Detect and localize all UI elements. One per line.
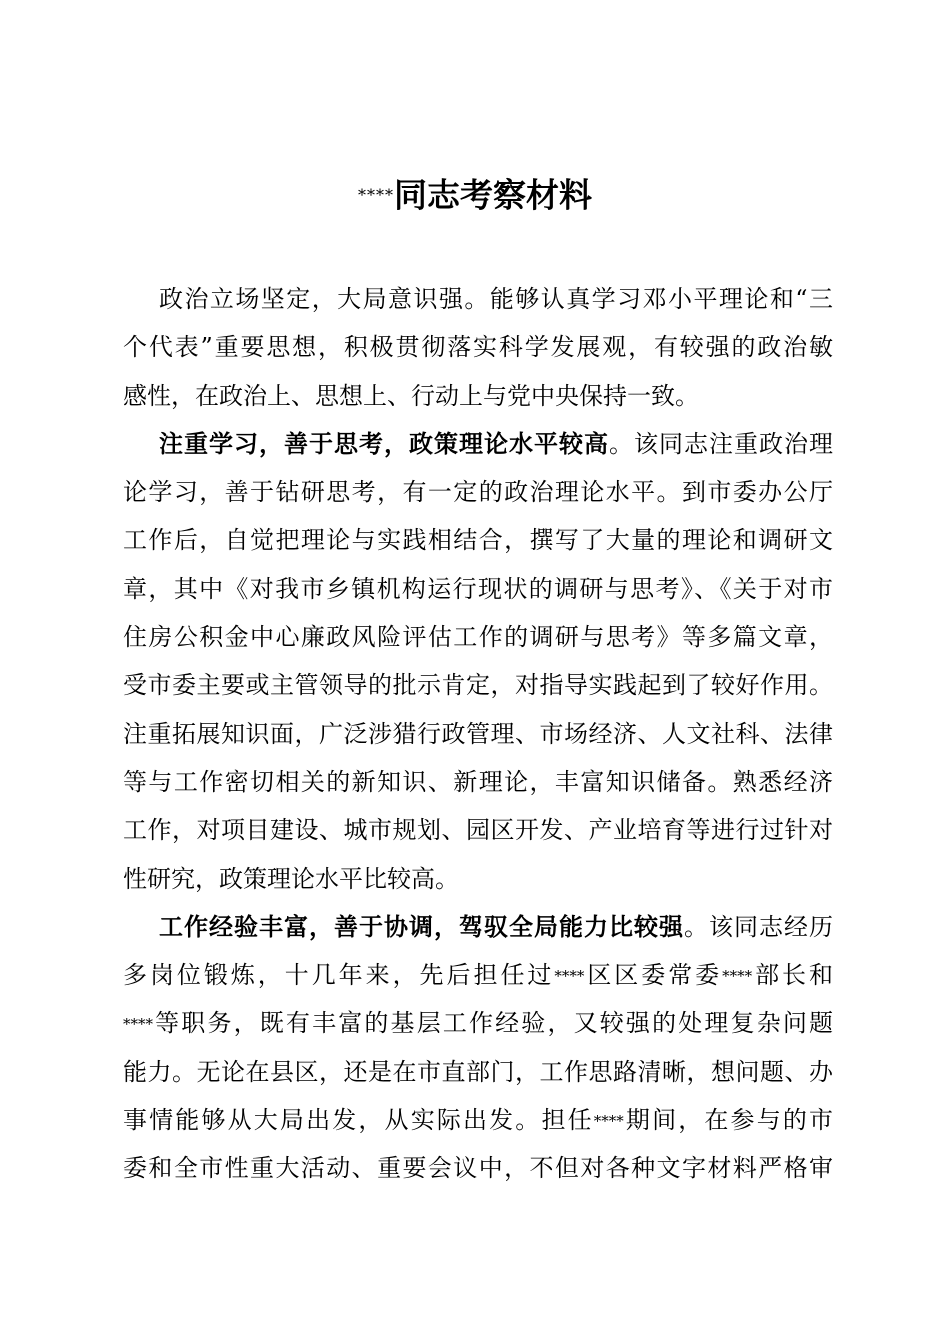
text-segment: 住房公积金中心廉政风险评估工作的调研与思考》等多篇文章， (123, 623, 833, 652)
text-segment: 章，其中《对我市乡镇机构运行现状的调研与思考》、《关于对市 (123, 574, 833, 603)
text-segment: 能力。无论在县区，还是在市直部门，工作思路清晰，想问题、办 (123, 1057, 833, 1086)
title-name-mask: **** (358, 185, 394, 205)
text-line (123, 758, 833, 806)
text-line (123, 565, 833, 613)
document-body (123, 275, 833, 1193)
text-segment: 期间，在参与的市 (623, 1106, 834, 1135)
text-segment: 多岗位锻炼，十几年来，先后担任过 (123, 961, 555, 990)
text-segment: 性研究，政策理论水平比较高。 (123, 864, 459, 893)
text-segment: 事情能够从大局出发，从实际出发。担任 (123, 1106, 594, 1135)
text-segment: 政治立场坚定，大局意识强。能够认真学习邓小平理论和“三 (159, 285, 833, 313)
text-segment: 论学习，善于钻研思考，有一定的政治理论水平。到市委办公厅 (123, 478, 833, 507)
text-line (123, 806, 833, 854)
title-text: 同志考察材料 (394, 175, 592, 215)
text-segment: 委和全市性重大活动、重要会议中，不但对各种文字材料严格审 (123, 1154, 833, 1183)
text-segment: 等职务，既有丰富的基层工作经验，又较强的处理复杂问题 (153, 1009, 833, 1038)
paragraph-heading: 工作经验丰富，善于协调，驾驭全局能力比较强 (159, 912, 684, 941)
text-segment: 等与工作密切相关的新知识、新理论，丰富知识储备。熟悉经济 (123, 767, 833, 796)
document-title (0, 170, 950, 220)
paragraph-heading: 注重学习，善于思考，政策理论水平较高 (159, 429, 609, 458)
text-line (123, 1096, 833, 1144)
text-segment: 工作后，自觉把理论与实践相结合，撰写了大量的理论和调研文 (123, 526, 833, 555)
text-line (123, 951, 833, 999)
text-line (123, 903, 833, 951)
text-segment: 区区委常委 (584, 961, 723, 990)
text-segment: 感性，在政治上、思想上、行动上与党中央保持一致。 (123, 381, 699, 410)
text-line (123, 468, 833, 516)
text-segment: 部长和 (752, 961, 834, 990)
name-mask: **** (593, 1112, 624, 1131)
text-line (123, 710, 833, 758)
text-line (123, 1144, 833, 1192)
name-mask: **** (123, 1015, 153, 1034)
text-segment: 个代表”重要思想，积极贯彻落实科学发展观，有较强的政治敏 (123, 333, 833, 362)
text-line (123, 323, 833, 371)
name-mask: **** (554, 967, 585, 986)
text-line (123, 855, 833, 903)
text-line (123, 420, 833, 468)
text-segment: 工作，对项目建设、城市规划、园区开发、产业培育等进行过针对 (123, 816, 833, 845)
text-line (123, 372, 833, 420)
name-mask: **** (722, 967, 753, 986)
text-line (123, 275, 833, 323)
text-line (123, 999, 833, 1047)
text-segment: 。该同志经历 (684, 912, 833, 941)
text-segment: 。该同志注重政治理 (609, 429, 833, 458)
text-segment: 受市委主要或主管领导的批示肯定，对指导实践起到了较好作用。 (123, 671, 833, 700)
text-line (123, 613, 833, 661)
text-segment: 注重拓展知识面，广泛涉猎行政管理、市场经济、人文社科、法律 (123, 719, 833, 748)
text-line (123, 661, 833, 709)
text-line (123, 1048, 833, 1096)
text-line (123, 516, 833, 564)
